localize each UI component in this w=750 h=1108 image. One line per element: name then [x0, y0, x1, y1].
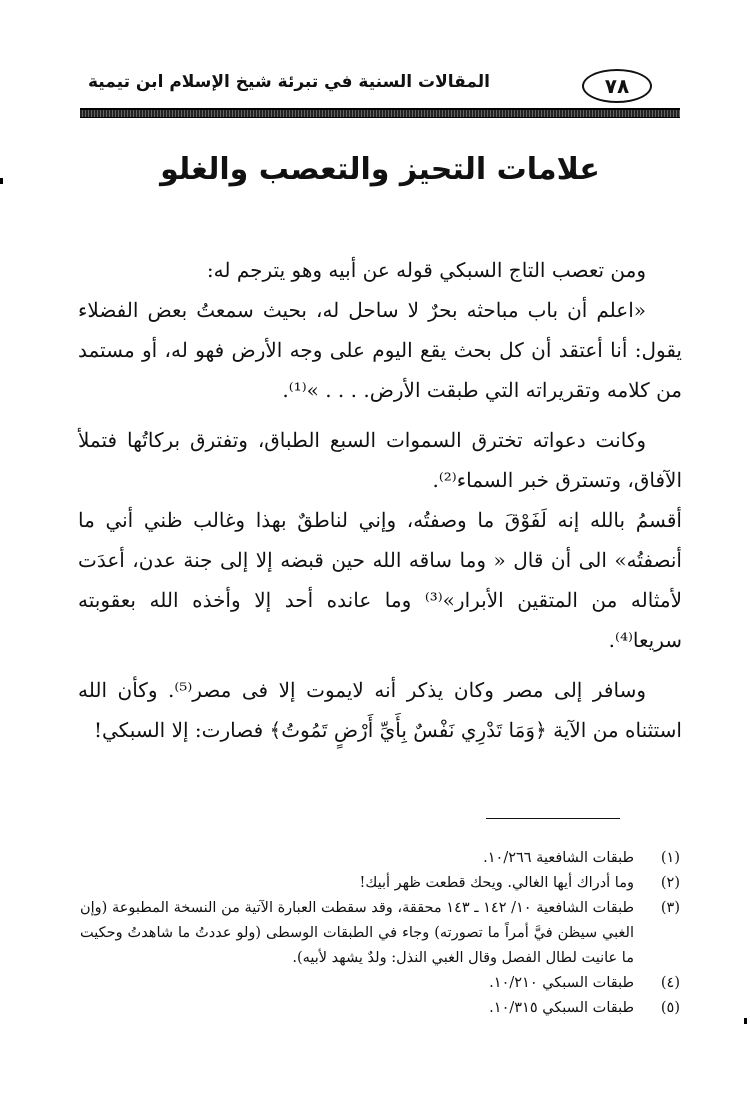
scan-edge-mark [744, 1018, 747, 1024]
body-text [78, 250, 682, 750]
paragraph-5: وسافر إلى مصر وكان يذكر أنه لايموت إلا فى مصر⁽⁵⁾. وكأن الله استثناه من الآية ﴿وَمَا تَدْرِي نَفْسٌ بِأَيِّ أَرْضٍ تَمُوتُ﴾ فصارت: إلا السبكي! [78, 678, 682, 742]
header-rule [80, 108, 680, 118]
footnote-item [80, 871, 680, 896]
paragraph-2: «اعلم أن باب مباحثه بحرٌ لا ساحل له، بحيث سمعتُ بعض الفضلاء يقول: أنا أعتقد أن كل بحث يقع اليوم على وجه الأرض فهو له، أو مستمد من كلامه وتقريراته التي طبقت الأرض. . . . »⁽¹⁾. [78, 298, 682, 402]
footnote-separator [486, 818, 620, 819]
footnote-text: طبقات الشافعية ١٠/ ١٤٢ ـ ١٤٣ محققة، وقد سقطت العبارة الآتية من النسخة المطبوعة (وإن الغبي سيظن فيَّ أمراً ما تصورته) وجاء في الطبقات الوسطى (ولو عددتُ ما شاهدتُ وحكيت ما عانيت لطال الفصل وقال الغبي النذل: ولدٌ يشهد لأبيه). [80, 900, 634, 966]
footnote-number: (٥) [660, 1000, 680, 1016]
footnote-item [80, 846, 680, 871]
paragraph-1: ومن تعصب التاج السبكي قوله عن أبيه وهو يترجم له: [206, 258, 646, 282]
footnote-item [80, 896, 680, 971]
running-title: المقالات السنية في تبرئة شيخ الإسلام ابن تيمية [88, 72, 490, 92]
footnote-number: (١) [660, 850, 680, 866]
paragraph-4: أقسمُ بالله إنه لَفَوْقَ ما وصفتُه، وإني لناطقٌ بهذا وغالب ظني أني ما أنصفتُه» الى أن قال « وما ساقه الله حين قبضه إلا إلى جنة عدن، أعدَت لأمثاله من المتقين الأبرار»⁽³⁾ وما عانده أحد إلا وأخذه الله بعقوبته سريعا⁽⁴⁾. [78, 508, 682, 652]
scan-edge-mark [0, 178, 3, 184]
footnote-text: طبقات الشافعية ١٠/٢٦٦. [483, 850, 634, 866]
footnotes [80, 846, 680, 1021]
footnote-item [80, 971, 680, 996]
footnote-text: طبقات السبكي ١٠/٣١٥. [489, 1000, 634, 1016]
footnote-text: وما أدراك أيها الغالي. ويحك قطعت ظهر أبيك! [359, 875, 634, 891]
footnote-number: (٣) [660, 900, 680, 916]
paragraph-3: وكانت دعواته تخترق السموات السبع الطباق، وتفترق بركاتُها فتملأ الآفاق، وتسترق خبر السماء⁽²⁾. [78, 428, 682, 492]
footnote-item [80, 996, 680, 1021]
page-header [80, 66, 680, 110]
footnote-text: طبقات السبكي ١٠/٢١٠. [489, 975, 634, 991]
page-number-badge: ٧٨ [582, 69, 652, 103]
footnote-number: (٢) [660, 875, 680, 891]
chapter-title: علامات التحيز والتعصب والغلو [160, 152, 600, 187]
footnote-number: (٤) [660, 975, 680, 991]
